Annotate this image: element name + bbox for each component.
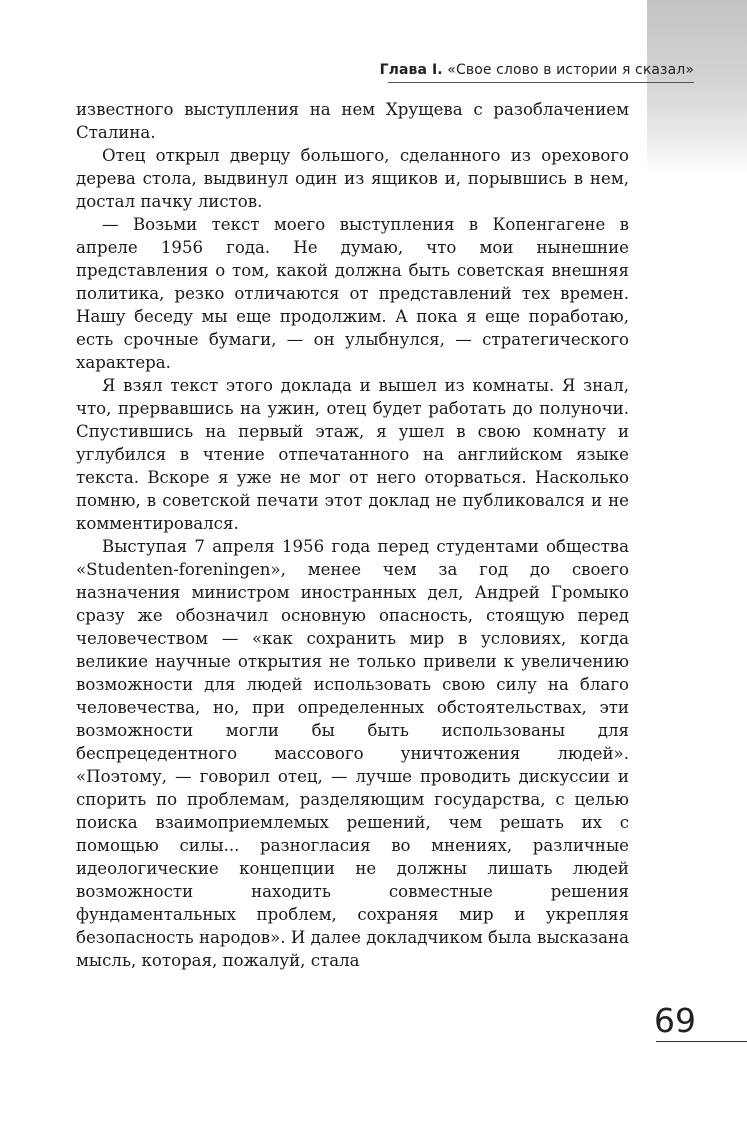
paragraph-continued: известного выступления на нем Хрущева с разоблачением Сталина. (76, 100, 629, 142)
body-text (76, 98, 629, 972)
scan-shadow (647, 0, 747, 175)
header-rule (388, 82, 694, 83)
running-header (380, 62, 694, 78)
page-number: 69 (654, 1001, 696, 1040)
paragraph: Выступая 7 апреля 1956 года перед студентами общества «Studenten-foreningen», менее чем за год до своего назначения министром иностранных дел, Андрей Громыко сразу же обозначил основную опасность, стоящую перед человечеством — «как сохранить мир в условиях, когда великие научные открытия не только привели к увеличению возможности для людей использовать свою силу на благо человечества, но, при определенных обстоятельствах, эти возможности могли бы быть использованы для беспрецедентного массового уничтожения людей». «Поэтому, — говорил отец, — лучше проводить дискуссии и спорить по проблемам, разделяющим государства, с целью поиска взаимоприемлемых решений, чем решать их с помощью силы... разногласия во мнениях, различные идеологические концепции не должны лишать людей возможности находить совместные решения фундаментальных проблем, сохраняя мир и укрепляя безопасность народов». И далее докладчиком была высказана мысль, которая, пожалуй, стала (76, 537, 629, 970)
footer-rule (656, 1041, 747, 1042)
paragraph: Я взял текст этого доклада и вышел из комнаты. Я знал, что, прервавшись на ужин, отец будет работать до полуночи. Спустившись на первый этаж, я ушел в свою комнату и углубился в чтение отпечатанного на английском языке текста. Вскоре я уже не мог от него оторваться. Насколько помню, в советской печати этот доклад не публиковался и не комментировался. (76, 376, 629, 533)
paragraph: — Возьми текст моего выступления в Копенгагене в апреле 1956 года. Не думаю, что мои нынешние представления о том, какой должна быть советская внешняя политика, резко отличаются от представлений тех времен. Нашу беседу мы еще продолжим. А пока я еще поработаю, есть срочные бумаги, — он улыбнулся, — стратегического характера. (76, 215, 629, 372)
chapter-label: Глава I. (379, 62, 443, 78)
chapter-title: «Свое слово в истории я сказал» (447, 62, 694, 78)
paragraph: Отец открыл дверцу большого, сделанного из орехового дерева стола, выдвинул один из ящиков и, порывшись в нем, достал пачку листов. (76, 146, 629, 211)
